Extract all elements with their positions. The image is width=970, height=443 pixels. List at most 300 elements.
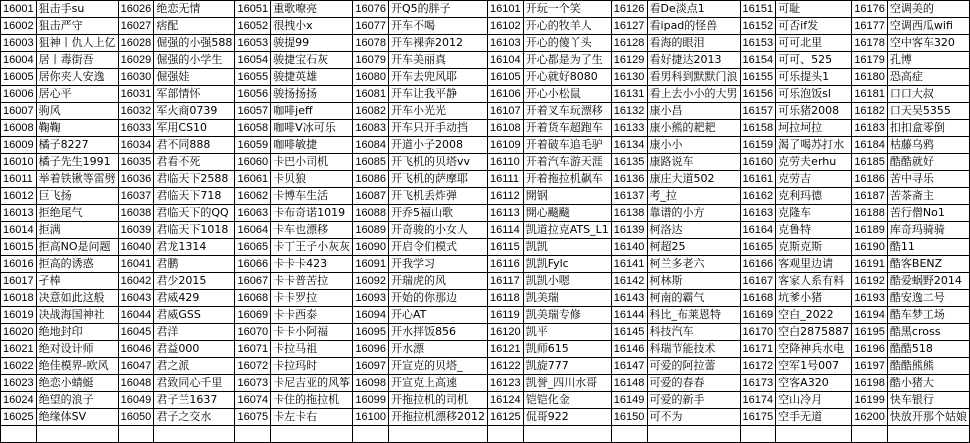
name-cell[interactable]	[776, 426, 852, 443]
id-cell[interactable]: 16008	[1, 120, 37, 137]
id-cell[interactable]: 16013	[1, 205, 37, 222]
id-cell[interactable]: 16021	[1, 341, 37, 358]
id-cell[interactable]: 16004	[1, 52, 37, 69]
name-cell[interactable]: 凯美瑞	[523, 290, 611, 307]
name-cell[interactable]: 开拖拉机漂移2012	[389, 409, 488, 426]
name-cell[interactable]: 开着叉车玩漂移	[523, 103, 611, 120]
id-cell[interactable]: 16086	[353, 171, 389, 188]
name-cell[interactable]	[523, 426, 611, 443]
name-cell[interactable]: 军用CS10	[154, 120, 235, 137]
id-cell[interactable]: 16158	[740, 120, 776, 137]
name-cell[interactable]: 看好捷达2013	[647, 52, 740, 69]
name-cell[interactable]: 孔博	[887, 52, 969, 69]
id-cell[interactable]: 16176	[852, 1, 888, 18]
name-cell[interactable]: 居心平	[36, 86, 118, 103]
name-cell[interactable]: 酷车梦工场	[887, 307, 969, 324]
id-cell[interactable]: 16109	[488, 137, 524, 154]
name-cell[interactable]: 酷酷熊熊	[887, 358, 969, 375]
id-cell[interactable]: 16026	[118, 1, 154, 18]
name-cell[interactable]: 看海的眼泪	[647, 35, 740, 52]
id-cell[interactable]: 16161	[740, 171, 776, 188]
name-cell[interactable]	[389, 426, 488, 443]
name-cell[interactable]: 开乔5福山歌	[389, 205, 488, 222]
id-cell[interactable]: 16166	[740, 256, 776, 273]
id-cell[interactable]: 16116	[488, 256, 524, 273]
id-cell[interactable]: 16190	[852, 239, 888, 256]
name-cell[interactable]: 开车小光光	[389, 103, 488, 120]
name-cell[interactable]: 君之派	[154, 358, 235, 375]
id-cell[interactable]: 16192	[852, 273, 888, 290]
name-cell[interactable]: 苦行僧No1	[887, 205, 969, 222]
name-cell[interactable]: 克劳吉	[776, 171, 852, 188]
name-cell[interactable]: 绝对设计师	[36, 341, 118, 358]
name-cell[interactable]: 君威GSS	[154, 307, 235, 324]
name-cell[interactable]: 开车裸奔2012	[389, 35, 488, 52]
name-cell[interactable]: 空手无道	[776, 409, 852, 426]
id-cell[interactable]: 16141	[611, 256, 647, 273]
id-cell[interactable]: 16197	[852, 358, 888, 375]
name-cell[interactable]: 绝佳模界-欧风	[36, 358, 118, 375]
name-cell[interactable]: 开宣克的贝塔_	[389, 358, 488, 375]
id-cell[interactable]: 16200	[852, 409, 888, 426]
name-cell[interactable]: 库奇玛骑骑	[887, 222, 969, 239]
id-cell[interactable]: 16038	[118, 205, 154, 222]
name-cell[interactable]: 鞠鞠	[36, 120, 118, 137]
id-cell[interactable]: 16183	[852, 120, 888, 137]
id-cell[interactable]: 16172	[740, 358, 776, 375]
name-cell[interactable]: 开心的傻丫头	[523, 35, 611, 52]
name-cell[interactable]: 君少2015	[154, 273, 235, 290]
id-cell[interactable]: 16037	[118, 188, 154, 205]
id-cell[interactable]: 16058	[235, 120, 271, 137]
name-cell[interactable]: 铠铠化金	[523, 392, 611, 409]
id-cell[interactable]: 16100	[353, 409, 389, 426]
name-cell[interactable]: 可爱的春春	[647, 375, 740, 392]
id-cell[interactable]: 16082	[353, 103, 389, 120]
name-cell[interactable]: 空客A320	[776, 375, 852, 392]
name-cell[interactable]: 孑棒	[36, 273, 118, 290]
id-cell[interactable]: 16123	[488, 375, 524, 392]
id-cell[interactable]: 16156	[740, 86, 776, 103]
id-cell[interactable]	[118, 426, 154, 443]
name-cell[interactable]: 拒高的诱惑	[36, 256, 118, 273]
id-cell[interactable]	[1, 426, 37, 443]
name-cell[interactable]: 凯凯Fylc	[523, 256, 611, 273]
name-cell[interactable]: 看男科到默默门浪	[647, 69, 740, 86]
id-cell[interactable]: 16098	[353, 375, 389, 392]
name-cell[interactable]: 开水拌饭856	[389, 324, 488, 341]
id-cell[interactable]: 16074	[235, 392, 271, 409]
name-cell[interactable]: 空军1号007	[776, 358, 852, 375]
name-cell[interactable]: 君看不死	[154, 154, 235, 171]
id-cell[interactable]: 16194	[852, 307, 888, 324]
name-cell[interactable]: 开宣克上高速	[389, 375, 488, 392]
id-cell[interactable]: 16125	[488, 409, 524, 426]
id-cell[interactable]: 16178	[852, 35, 888, 52]
id-cell[interactable]: 16144	[611, 307, 647, 324]
id-cell[interactable]: 16017	[1, 273, 37, 290]
id-cell[interactable]: 16184	[852, 137, 888, 154]
name-cell[interactable]: 空中客车320	[887, 35, 969, 52]
id-cell[interactable]: 16189	[852, 222, 888, 239]
id-cell[interactable]: 16080	[353, 69, 389, 86]
name-cell[interactable]: 绝恋无情	[154, 1, 235, 18]
name-cell[interactable]: 可乐猪2008	[776, 103, 852, 120]
name-cell[interactable]: 君洋	[154, 324, 235, 341]
id-cell[interactable]: 16146	[611, 341, 647, 358]
id-cell[interactable]: 16022	[1, 358, 37, 375]
name-cell[interactable]: 绝恋小蜻蜓	[36, 375, 118, 392]
name-cell[interactable]: 开心小松鼠	[523, 86, 611, 103]
name-cell[interactable]: 酷酷就好	[887, 154, 969, 171]
id-cell[interactable]: 16136	[611, 171, 647, 188]
name-cell[interactable]: 开始的你那边	[389, 290, 488, 307]
name-cell[interactable]: 狙击手su	[36, 1, 118, 18]
id-cell[interactable]: 16039	[118, 222, 154, 239]
id-cell[interactable]: 16056	[235, 86, 271, 103]
name-cell[interactable]: 空降神兵水电	[776, 341, 852, 358]
id-cell[interactable]: 16078	[353, 35, 389, 52]
name-cell[interactable]: 空白2875887	[776, 324, 852, 341]
id-cell[interactable]: 16149	[611, 392, 647, 409]
name-cell[interactable]: 卡布奇诺1019	[271, 205, 353, 222]
name-cell[interactable]: 开道小子2008	[389, 137, 488, 154]
id-cell[interactable]: 16043	[118, 290, 154, 307]
name-cell[interactable]: 绝地封印	[36, 324, 118, 341]
name-cell[interactable]: 枯藤乌鸦	[887, 137, 969, 154]
id-cell[interactable]: 16044	[118, 307, 154, 324]
id-cell[interactable]: 16089	[353, 222, 389, 239]
name-cell[interactable]: 柯南的霸气	[647, 290, 740, 307]
id-cell[interactable]: 16151	[740, 1, 776, 18]
id-cell[interactable]: 16034	[118, 137, 154, 154]
id-cell[interactable]: 16165	[740, 239, 776, 256]
name-cell[interactable]: 咖啡敏捷	[271, 137, 353, 154]
name-cell[interactable]: 倔强的小学生	[154, 52, 235, 69]
name-cell[interactable]: 开玩一个笑	[523, 1, 611, 18]
name-cell[interactable]: 开飞机的萨摩耶	[389, 171, 488, 188]
name-cell[interactable]: 君不同888	[154, 137, 235, 154]
id-cell[interactable]: 16186	[852, 171, 888, 188]
name-cell[interactable]: 开心都是为了生	[523, 52, 611, 69]
id-cell[interactable]: 16057	[235, 103, 271, 120]
id-cell[interactable]: 16002	[1, 18, 37, 35]
id-cell[interactable]: 16009	[1, 137, 37, 154]
id-cell[interactable]: 16181	[852, 86, 888, 103]
name-cell[interactable]: 卡博车生活	[271, 188, 353, 205]
name-cell[interactable]: 开心AT	[389, 307, 488, 324]
id-cell[interactable]: 16007	[1, 103, 37, 120]
name-cell[interactable]: 卡尼吉亚的风筝	[271, 375, 353, 392]
name-cell[interactable]: 开着货车超跑车	[523, 120, 611, 137]
id-cell[interactable]: 16138	[611, 205, 647, 222]
name-cell[interactable]: 开Q5的胖子	[389, 1, 488, 18]
id-cell[interactable]: 16103	[488, 35, 524, 52]
id-cell[interactable]: 16139	[611, 222, 647, 239]
name-cell[interactable]: 驹风	[36, 103, 118, 120]
name-cell[interactable]: 开着拖拉机飙车	[523, 171, 611, 188]
name-cell[interactable]: 酷安逸二号	[887, 290, 969, 307]
name-cell[interactable]	[154, 426, 235, 443]
id-cell[interactable]: 16040	[118, 239, 154, 256]
id-cell[interactable]: 16029	[118, 52, 154, 69]
id-cell[interactable]: 16083	[353, 120, 389, 137]
name-cell[interactable]: 科比_布莱恩特	[647, 307, 740, 324]
id-cell[interactable]: 16115	[488, 239, 524, 256]
id-cell[interactable]: 16006	[1, 86, 37, 103]
id-cell[interactable]: 16180	[852, 69, 888, 86]
name-cell[interactable]: 科技汽车	[647, 324, 740, 341]
id-cell[interactable]: 16028	[118, 35, 154, 52]
name-cell[interactable]: 酷酷518	[887, 341, 969, 358]
id-cell[interactable]: 16174	[740, 392, 776, 409]
id-cell[interactable]: 16107	[488, 103, 524, 120]
id-cell[interactable]: 16148	[611, 375, 647, 392]
id-cell[interactable]: 16118	[488, 290, 524, 307]
id-cell[interactable]: 16053	[235, 35, 271, 52]
id-cell[interactable]: 16188	[852, 205, 888, 222]
id-cell[interactable]: 16035	[118, 154, 154, 171]
id-cell[interactable]: 16108	[488, 120, 524, 137]
name-cell[interactable]: 克斯克斯	[776, 239, 852, 256]
name-cell[interactable]: 开车让我平静	[389, 86, 488, 103]
id-cell[interactable]: 16163	[740, 205, 776, 222]
name-cell[interactable]: 苦茶斋主	[887, 188, 969, 205]
id-cell[interactable]: 16005	[1, 69, 37, 86]
id-cell[interactable]: 16076	[353, 1, 389, 18]
id-cell[interactable]: 16095	[353, 324, 389, 341]
id-cell[interactable]: 16069	[235, 307, 271, 324]
id-cell[interactable]: 16152	[740, 18, 776, 35]
name-cell[interactable]: 拒高NO是问题	[36, 239, 118, 256]
name-cell[interactable]: 开车美丽真	[389, 52, 488, 69]
name-cell[interactable]: 可可北里	[776, 35, 852, 52]
id-cell[interactable]: 16132	[611, 103, 647, 120]
name-cell[interactable]: 卡卡小阿福	[271, 324, 353, 341]
id-cell[interactable]: 16041	[118, 256, 154, 273]
id-cell[interactable]: 16047	[118, 358, 154, 375]
name-cell[interactable]: 君临天下的QQ	[154, 205, 235, 222]
name-cell[interactable]: 军火商0739	[154, 103, 235, 120]
name-cell[interactable]: 开车去兜风耶	[389, 69, 488, 86]
name-cell[interactable]: 倔强的小强588	[154, 35, 235, 52]
id-cell[interactable]: 16016	[1, 256, 37, 273]
name-cell[interactable]: 可否if发	[776, 18, 852, 35]
id-cell[interactable]: 16105	[488, 69, 524, 86]
id-cell[interactable]: 16143	[611, 290, 647, 307]
name-cell[interactable]: 快车银行	[887, 392, 969, 409]
id-cell[interactable]: 16085	[353, 154, 389, 171]
name-cell[interactable]: 凯师615	[523, 341, 611, 358]
id-cell[interactable]: 16024	[1, 392, 37, 409]
id-cell[interactable]: 16170	[740, 324, 776, 341]
name-cell[interactable]: 渴了喝苏打水	[776, 137, 852, 154]
id-cell[interactable]: 16193	[852, 290, 888, 307]
id-cell[interactable]: 16093	[353, 290, 389, 307]
id-cell[interactable]: 16147	[611, 358, 647, 375]
id-cell[interactable]: 16071	[235, 341, 271, 358]
id-cell[interactable]	[353, 426, 389, 443]
name-cell[interactable]: 居丨毒街吾	[36, 52, 118, 69]
id-cell[interactable]: 16119	[488, 307, 524, 324]
id-cell[interactable]: 16075	[235, 409, 271, 426]
id-cell[interactable]: 16052	[235, 18, 271, 35]
name-cell[interactable]: 君益000	[154, 341, 235, 358]
name-cell[interactable]: 凯平	[523, 324, 611, 341]
id-cell[interactable]: 16055	[235, 69, 271, 86]
name-cell[interactable]: 开心的牧羊人	[523, 18, 611, 35]
id-cell[interactable]: 16023	[1, 375, 37, 392]
name-cell[interactable]: 凯旋777	[523, 358, 611, 375]
id-cell[interactable]: 16012	[1, 188, 37, 205]
name-cell[interactable]: 卡卡罗拉	[271, 290, 353, 307]
name-cell[interactable]: 开车只开手动挡	[389, 120, 488, 137]
id-cell[interactable]: 16059	[235, 137, 271, 154]
id-cell[interactable]: 16120	[488, 324, 524, 341]
id-cell[interactable]: 16062	[235, 188, 271, 205]
name-cell[interactable]: 酷爱蜗野2014	[887, 273, 969, 290]
name-cell[interactable]: 君子之交水	[154, 409, 235, 426]
name-cell[interactable]: 君子兰1637	[154, 392, 235, 409]
id-cell[interactable]: 16094	[353, 307, 389, 324]
name-cell[interactable]: 卡巴小司机	[271, 154, 353, 171]
id-cell[interactable]: 16018	[1, 290, 37, 307]
id-cell[interactable]	[740, 426, 776, 443]
name-cell[interactable]: 柯兰多老六	[647, 256, 740, 273]
id-cell[interactable]: 16142	[611, 273, 647, 290]
id-cell[interactable]: 16111	[488, 171, 524, 188]
id-cell[interactable]: 16154	[740, 52, 776, 69]
name-cell[interactable]: 康小小	[647, 137, 740, 154]
id-cell[interactable]: 16084	[353, 137, 389, 154]
name-cell[interactable]: 柯林斯	[647, 273, 740, 290]
id-cell[interactable]: 16124	[488, 392, 524, 409]
id-cell[interactable]: 16113	[488, 205, 524, 222]
name-cell[interactable]: 快放开那个姑娘	[887, 409, 969, 426]
name-cell[interactable]: 君致同心千里	[154, 375, 235, 392]
name-cell[interactable]: 客家人系有料	[776, 273, 852, 290]
id-cell[interactable]: 16195	[852, 324, 888, 341]
name-cell[interactable]: 侃哥922	[523, 409, 611, 426]
id-cell[interactable]: 16025	[1, 409, 37, 426]
id-cell[interactable]: 16066	[235, 256, 271, 273]
id-cell[interactable]: 16091	[353, 256, 389, 273]
id-cell[interactable]: 16114	[488, 222, 524, 239]
name-cell[interactable]: 康小昌	[647, 103, 740, 120]
id-cell[interactable]: 16099	[353, 392, 389, 409]
id-cell[interactable]: 16073	[235, 375, 271, 392]
id-cell[interactable]: 16033	[118, 120, 154, 137]
id-cell[interactable]: 16177	[852, 18, 888, 35]
name-cell[interactable]: 卡贝狼	[271, 171, 353, 188]
name-cell[interactable]: 开水漂	[389, 341, 488, 358]
id-cell[interactable]: 16072	[235, 358, 271, 375]
id-cell[interactable]: 16104	[488, 52, 524, 69]
name-cell[interactable]: 可爱的新手	[647, 392, 740, 409]
id-cell[interactable]: 16173	[740, 375, 776, 392]
id-cell[interactable]: 16088	[353, 205, 389, 222]
id-cell[interactable]: 16117	[488, 273, 524, 290]
name-cell[interactable]: 克隆车	[776, 205, 852, 222]
name-cell[interactable]: 橘子8227	[36, 137, 118, 154]
name-cell[interactable]: 骏提99	[271, 35, 353, 52]
id-cell[interactable]: 16162	[740, 188, 776, 205]
name-cell[interactable]: 苦中寻乐	[887, 171, 969, 188]
name-cell[interactable]: 开飞机丢炸弹	[389, 188, 488, 205]
name-cell[interactable]: 咖啡jeff	[271, 103, 353, 120]
id-cell[interactable]: 16081	[353, 86, 389, 103]
id-cell[interactable]: 16137	[611, 188, 647, 205]
id-cell[interactable]: 16054	[235, 52, 271, 69]
name-cell[interactable]: 克利玛德	[776, 188, 852, 205]
name-cell[interactable]	[36, 426, 118, 443]
id-cell[interactable]: 16065	[235, 239, 271, 256]
id-cell[interactable]: 16090	[353, 239, 389, 256]
name-cell[interactable]: 开心就好8080	[523, 69, 611, 86]
name-cell[interactable]: 扣扣盒零倒	[887, 120, 969, 137]
id-cell[interactable]: 16101	[488, 1, 524, 18]
name-cell[interactable]: 酷客BENZ	[887, 256, 969, 273]
name-cell[interactable]: 坷拉坷拉	[776, 120, 852, 137]
name-cell[interactable]: 空调西瓜wifi	[887, 18, 969, 35]
name-cell[interactable]: 开拖拉机的司机	[389, 392, 488, 409]
id-cell[interactable]: 16112	[488, 188, 524, 205]
id-cell[interactable]: 16159	[740, 137, 776, 154]
name-cell[interactable]: 拒满	[36, 222, 118, 239]
name-cell[interactable]: 柯超25	[647, 239, 740, 256]
name-cell[interactable]: 骏捷宝石灰	[271, 52, 353, 69]
id-cell[interactable]: 16003	[1, 35, 37, 52]
name-cell[interactable]: 柯洛达	[647, 222, 740, 239]
name-cell[interactable]: 卡丁王子小灰灰	[271, 239, 353, 256]
name-cell[interactable]: 巨飞扬	[36, 188, 118, 205]
name-cell[interactable]: 决战海国神社	[36, 307, 118, 324]
name-cell[interactable]: 卡卡卡423	[271, 256, 353, 273]
id-cell[interactable]: 16133	[611, 120, 647, 137]
id-cell[interactable]: 16077	[353, 18, 389, 35]
id-cell[interactable]: 16134	[611, 137, 647, 154]
name-cell[interactable]: 开瑞虎的风	[389, 273, 488, 290]
id-cell[interactable]: 16129	[611, 52, 647, 69]
name-cell[interactable]	[271, 426, 353, 443]
id-cell[interactable]: 16087	[353, 188, 389, 205]
name-cell[interactable]: 骏捷英雄	[271, 69, 353, 86]
name-cell[interactable]: 卡拉玛时	[271, 358, 353, 375]
name-cell[interactable]: 靠谱的小方	[647, 205, 740, 222]
name-cell[interactable]: 空白_2022	[776, 307, 852, 324]
id-cell[interactable]: 16049	[118, 392, 154, 409]
id-cell[interactable]: 16150	[611, 409, 647, 426]
id-cell[interactable]: 16145	[611, 324, 647, 341]
id-cell[interactable]: 16015	[1, 239, 37, 256]
name-cell[interactable]: 凯道拉克ATS_L1	[523, 222, 611, 239]
name-cell[interactable]: 空调美的	[887, 1, 969, 18]
id-cell[interactable]: 16135	[611, 154, 647, 171]
id-cell[interactable]: 16051	[235, 1, 271, 18]
id-cell[interactable]	[488, 426, 524, 443]
name-cell[interactable]: 君鹏	[154, 256, 235, 273]
name-cell[interactable]: 克鲁特	[776, 222, 852, 239]
name-cell[interactable]: 開钢	[523, 188, 611, 205]
name-cell[interactable]: 康庄大道502	[647, 171, 740, 188]
id-cell[interactable]: 16131	[611, 86, 647, 103]
name-cell[interactable]: 拒绝尾气	[36, 205, 118, 222]
name-cell[interactable]: 卡车也漂移	[271, 222, 353, 239]
id-cell[interactable]: 16199	[852, 392, 888, 409]
name-cell[interactable]: 狙击严守	[36, 18, 118, 35]
id-cell[interactable]: 16171	[740, 341, 776, 358]
name-cell[interactable]: 空山冷月	[776, 392, 852, 409]
